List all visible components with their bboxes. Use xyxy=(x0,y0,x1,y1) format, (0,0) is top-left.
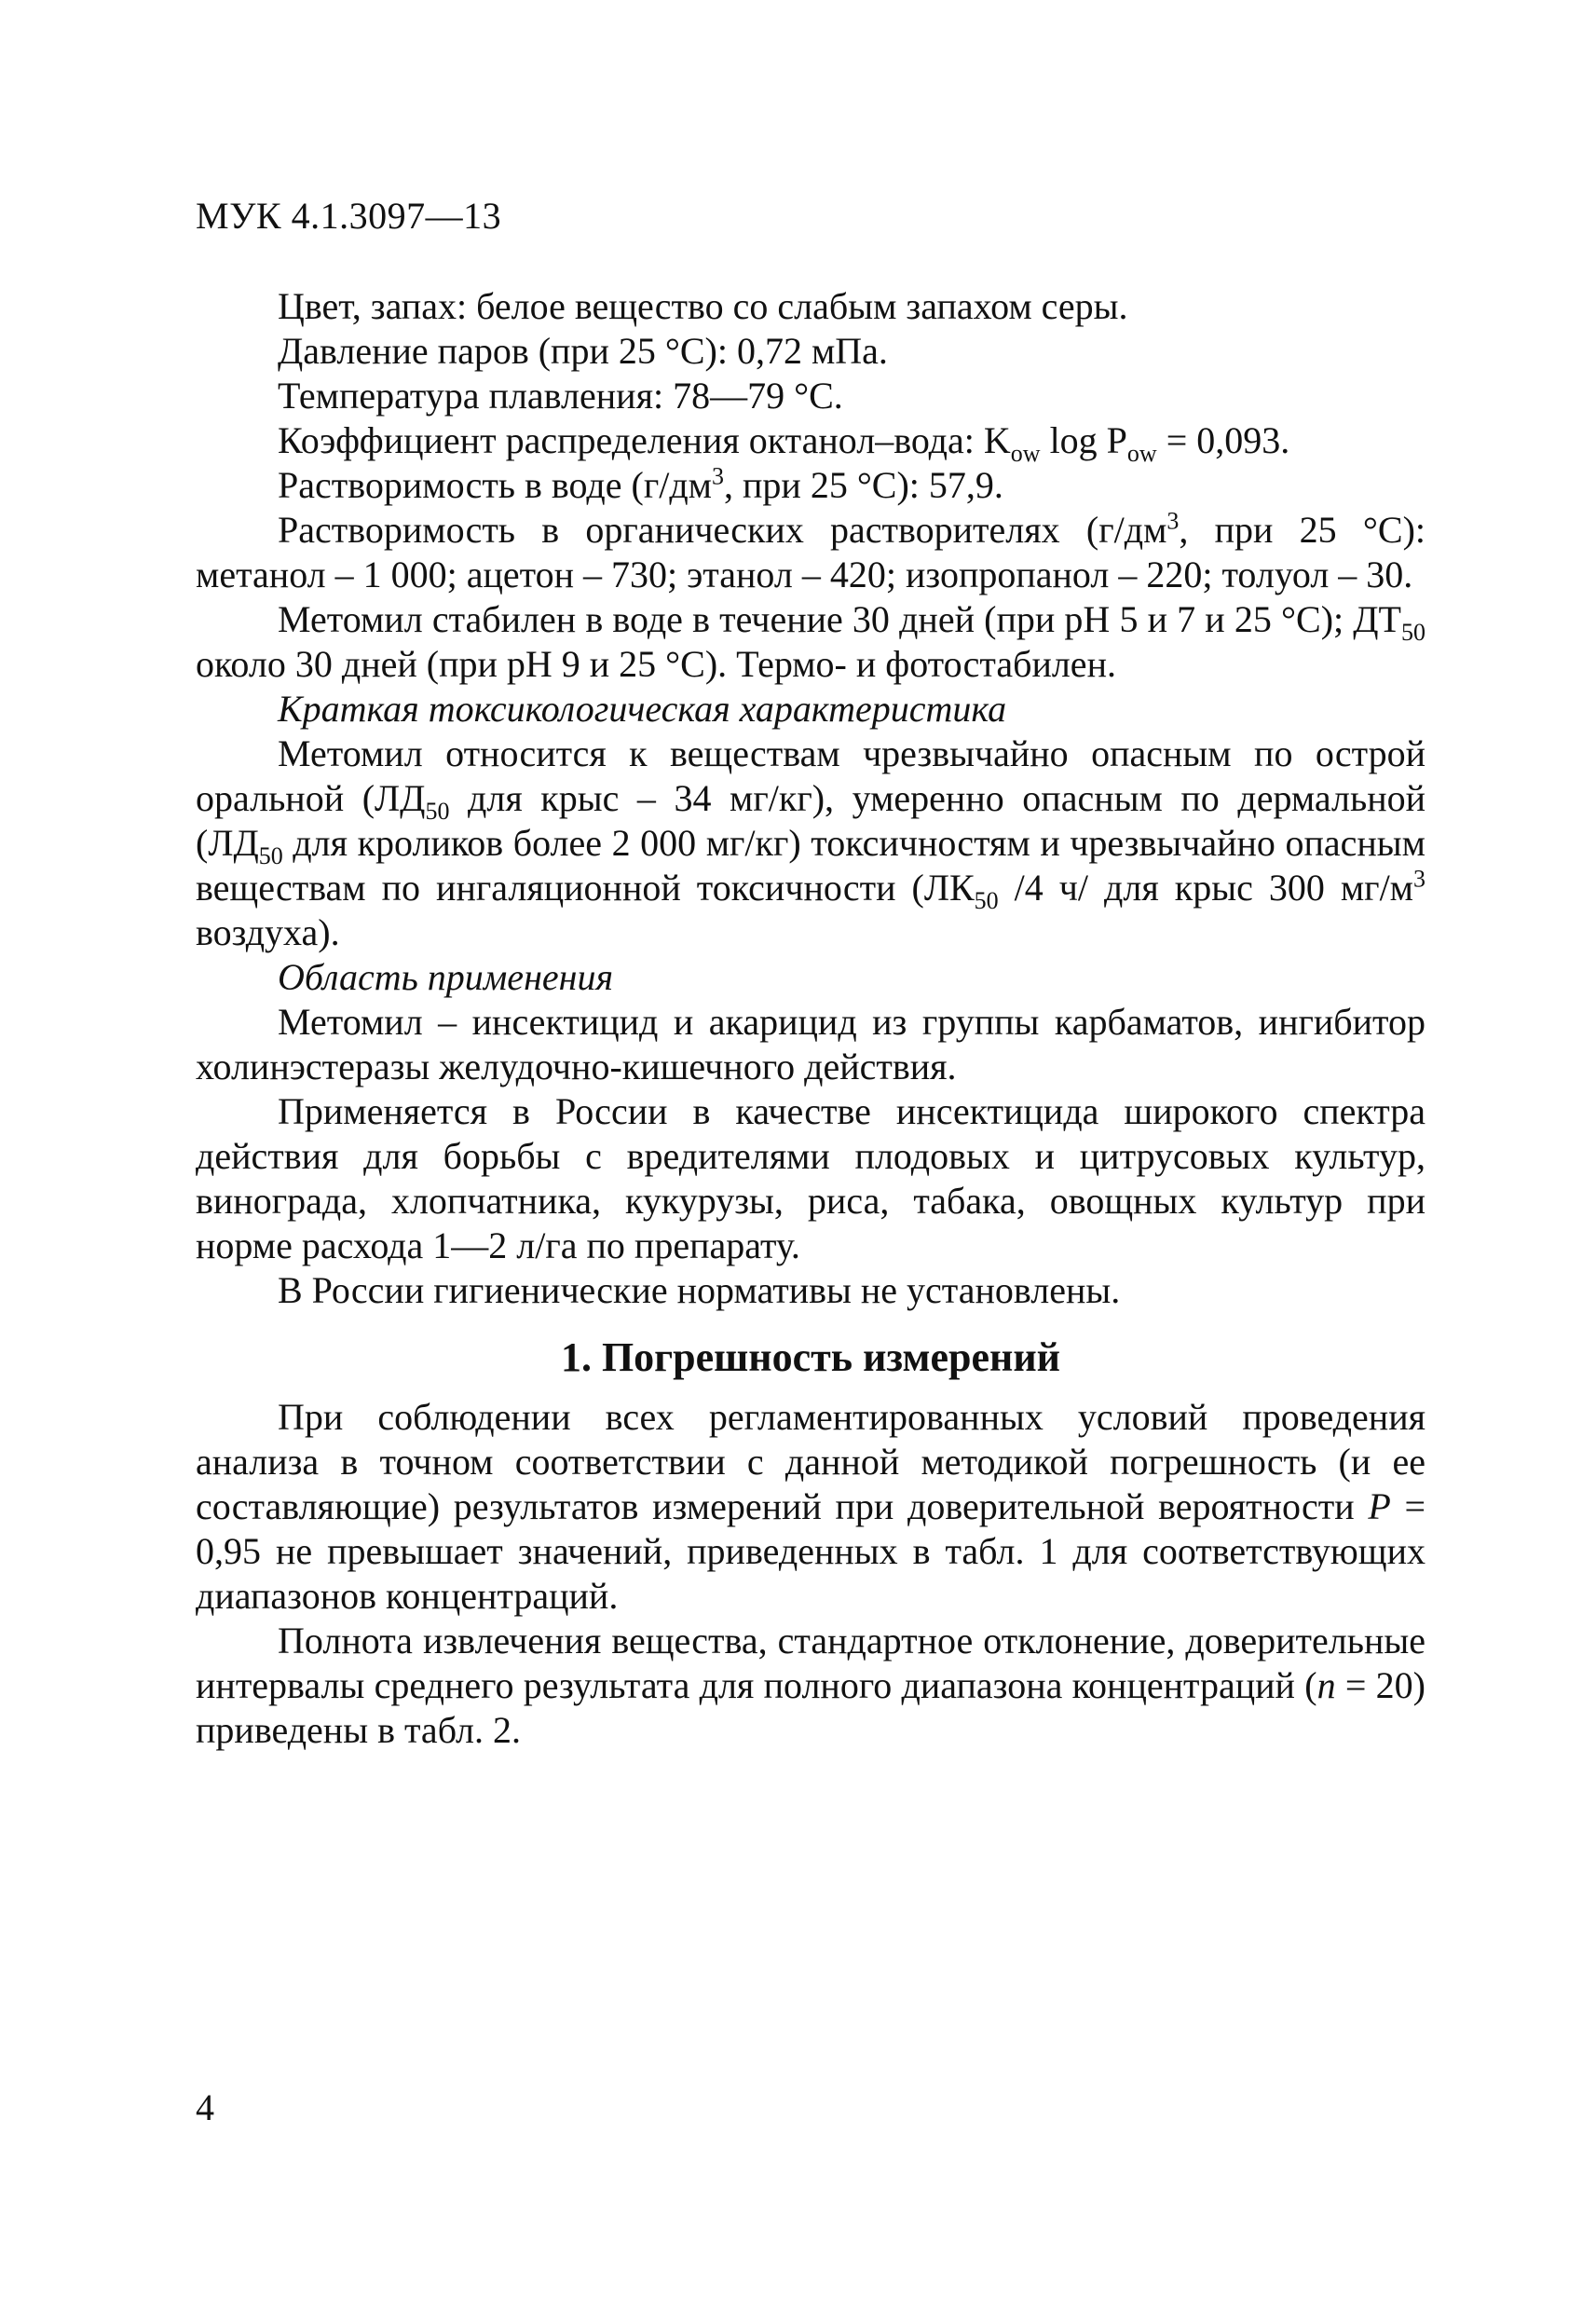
property-vapor-pressure: Давление паров (при 25 °С): 0,72 мПа. xyxy=(278,330,888,372)
application-paragraph-1: Метомил – инсектицид и акарицид из группы карбаматов, ингибитор холинэстеразы желудочно-кишечного действия. xyxy=(196,1001,1425,1087)
property-partition-coefficient: Коэффициент распределения октанол–вода: $K_{ow}$ $\log P_{ow} = 0,093$. xyxy=(278,419,1290,467)
property-stability: Метомил стабилен в воде в течение 30 дней (при рН 5 и 7 и 25 °С); $ДТ_{50}$ около 30 дней (при рН 9 и 25 °С). Термо- и фотостабилен. xyxy=(196,598,1425,685)
toxicology-heading: Краткая токсикологическая характеристика xyxy=(278,688,1007,730)
toxicology-paragraph: Метомил относится к веществам чрезвычайно опасным по острой оральной ($ЛД_{50}$ для крыс – 34 мг/кг), умеренно опасным по дермальной ($ЛД_{50}$ для кроликов более 2 000 мг/кг) токсичностям и чрезвычайно опасным веществам по ингаляционной токсичности ($ЛК_{50}$ /4 ч/ для крыс 300 $мг/м^3$ воздуха). xyxy=(196,732,1426,953)
property-organic-solubility: Растворимость в органических растворителях ($г/дм^3$, при 25 °С): метанол – 1 000; ацетон – 730; этанол – 420; изопропанол – 220; толуол – 30. xyxy=(196,507,1426,595)
section-title: 1. Погрешность измерений xyxy=(560,1334,1061,1380)
property-water-solubility: Растворимость в воде ($г/дм^3$, при 25 °С): 57,9. xyxy=(278,462,1003,506)
page-number: 4 xyxy=(196,2086,214,2128)
application-paragraph-3: В России гигиенические нормативы не установлены. xyxy=(278,1269,1121,1311)
document-body xyxy=(196,284,1425,1753)
property-melting-point: Температура плавления: 78—79 °С. xyxy=(278,375,843,417)
document-code-header: МУК 4.1.3097—13 xyxy=(196,195,502,237)
application-paragraph-2: Применяется в России в качестве инсектицида широкого спектра действия для борьбы с вредителями плодовых и цитрусовых культур, винограда, хлопчатника, кукурузы, риса, табака, овощных культур при норме расхода 1—2 л/га по препарату. xyxy=(196,1090,1425,1266)
section-paragraph-2: Полнота извлечения вещества, стандартное отклонение, доверительные интервалы среднего результата для полного диапазона концентраций (n = 20) приведены в табл. 2. xyxy=(196,1620,1425,1751)
application-heading: Область применения xyxy=(278,956,614,998)
property-color-smell: Цвет, запах: белое вещество со слабым запахом серы. xyxy=(278,285,1128,327)
section-paragraph-1: При соблюдении всех регламентированных условий проведения анализа в точном соответствии с данной методикой погрешность (и ее составляющие) результатов измерений при доверительной вероятности Р = 0,95 не превышает значений, приведенных в табл. 1 для соответствующих диапазонов концентраций. xyxy=(196,1396,1426,1617)
